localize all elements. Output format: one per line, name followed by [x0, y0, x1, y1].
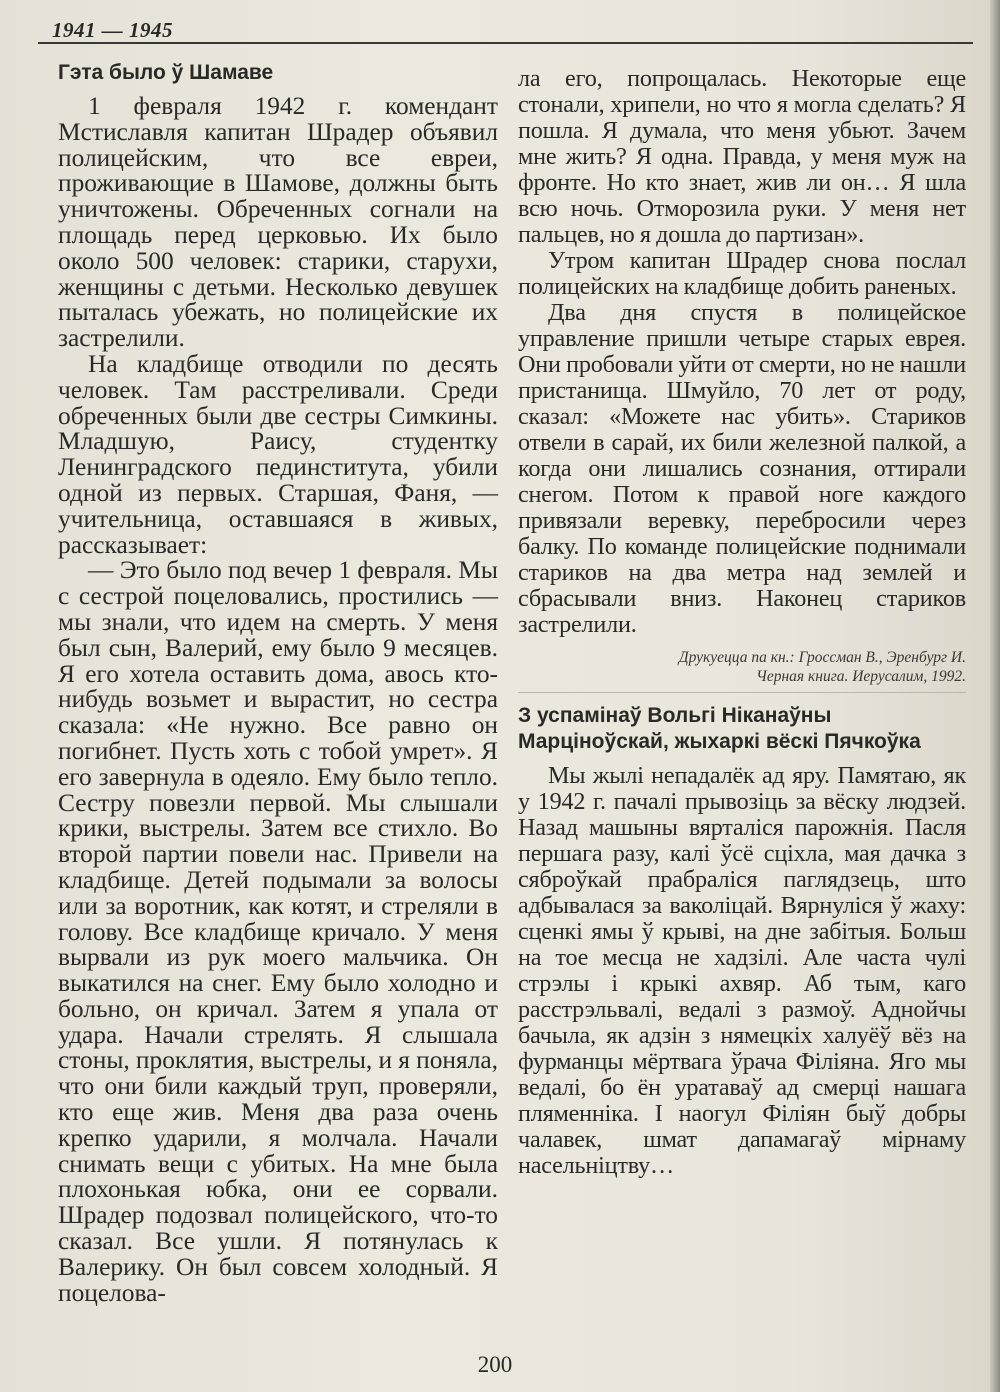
page-number: 200: [477, 1352, 513, 1377]
paragraph: Два дня спустя в полицейское управление пришли четыре старых еврея. Они пробовали уйти от смерти, но не нашли пристанища. Шмуйло, 70 лет от роду, сказал: «Можете нас убить». Стариков отвели в сарай, их били железной палкой, а когда они лишались сознания, оттирали снегом. Потом к правой ноге каждого привязали веревку, перебросили через балку. По команде полицейские поднимали стариков на два метра над землей и сбрасывали вниз. Наконец стариков застрелили.: [518, 299, 966, 638]
source-citation: [518, 648, 966, 686]
source-line-2: Черная книга. Иерусалим, 1992.: [756, 668, 966, 685]
separator: [518, 692, 966, 693]
running-head: [38, 14, 973, 44]
header-rule: [38, 42, 973, 44]
section-title: Гэта было ў Шамаве: [58, 61, 274, 84]
memoir-title: З успамінаў Вольгі Ніканаўны Марціноўскай, жыхаркі вёскі Пячкоўка: [518, 704, 921, 753]
memoir-paragraph: Мы жылі непадалёк ад яру. Памятаю, як у 1942 г. пачалі прывозіць за вёску людзей. Назад машыны вярталіся парожнія. Пасля першага разу, калі ўсё сціхла, мая дачка з сяброўкай прабраліся паглядзець, што адбывалася за ваколіцай. Вярнуліся ў жаху: сценкі ямы ў крыві, на дне забітыя. Больш на тое месца не хадзілі. Але часта чулі стрэлы і крыкі ахвяр. Аб тым, каго расстрэльвалі, ведалі з размоў. Аднойчы бачыла, як адзін з нямецкіх халуёў вёз на фурманцы мёртвага ўрача Філіяна. Яго мы ведалі, бо ён уратаваў ад смерці нашага пляменніка. І наогул Філіян быў добры чалавек, шмат дапамагаў мірнаму насельніцтву…: [518, 762, 966, 1179]
source-line-1: Друкуецца па кн.: Гроссман В., Эренбург И.: [678, 649, 966, 666]
paragraph-continued: ла его, попрощалась. Некоторые еще стонали, хрипели, но что я могла сделать? Я пошла. Я думала, что меня убьют. Зачем мне жить? Я одна. Правда, у меня муж на фронте. Но кто знает, жив ли он… Я шла всю ночь. Отморозила руки. У меня нет пальцев, но я дошла до партизан».: [518, 65, 966, 248]
running-head-years: 1941 — 1945: [52, 18, 173, 42]
paragraph: — Это было под вечер 1 февраля. Мы с сестрой поцеловались, простились — мы знали, что идем на смерть. У меня был сын, Валерий, ему было 9 месяцев. Я его хотела оставить дома, авось кто-нибудь возьмет и вырастит, но сестра сказала: «Не нужно. Все равно он погибнет. Пусть хоть с тобой умрет». Я его завернула в одеяло. Ему было тепло. Сестру повезли первой. Мы слышали крики, выстрелы. Затем все стихло. Во второй партии повели нас. Привели на кладбище. Детей подымали за волосы или за воротник, как котят, и стреляли в голову. Все кладбище кричало. У меня вырвали из рук моего мальчика. Он выкатился на снег. Ему было холодно и больно, он кричал. Затем я упала от удара. Начали стрелять. Я слышала стоны, проклятия, выстрелы, и я поняла, что они били каждый труп, проверяли, кто еще жив. Меня два раза очень крепко ударили, я молчала. Начали снимать вещи с убитых. На мне была плохонькая юбка, они ее сорвали. Шрадер подозвал полицейского, что-то сказал. Все ушли. Я потянулась к Валерику. Он был совсем холодный. Я поцелова-: [58, 556, 498, 1307]
paragraph: Утром капитан Шрадер снова послал полицейских на кладбище добить раненых.: [518, 247, 966, 300]
right-column: [518, 66, 966, 1179]
book-spine-shadow: [990, 0, 1000, 1392]
paragraph: 1 февраля 1942 г. комендант Мстиславля капитан Шрадер объявил полицейским, что все евреи, проживающие в Шамове, должны быть уничтожены. Обреченных согнали на площадь перед церковью. Их было около 500 человек: старики, старухи, женщины с детьми. Несколько девушек пыталась убежать, но полицейские их застрелили.: [58, 92, 498, 353]
paragraph: На кладбище отводили по десять человек. Там расстреливали. Среди обреченных были две сестры Симкины. Младшую, Раису, студентку Ленинградского пединститута, убили одной из первых. Старшая, Фаня, — учительница, оставшаяся в живых, рассказывает:: [58, 349, 498, 559]
left-column: [58, 60, 498, 1306]
